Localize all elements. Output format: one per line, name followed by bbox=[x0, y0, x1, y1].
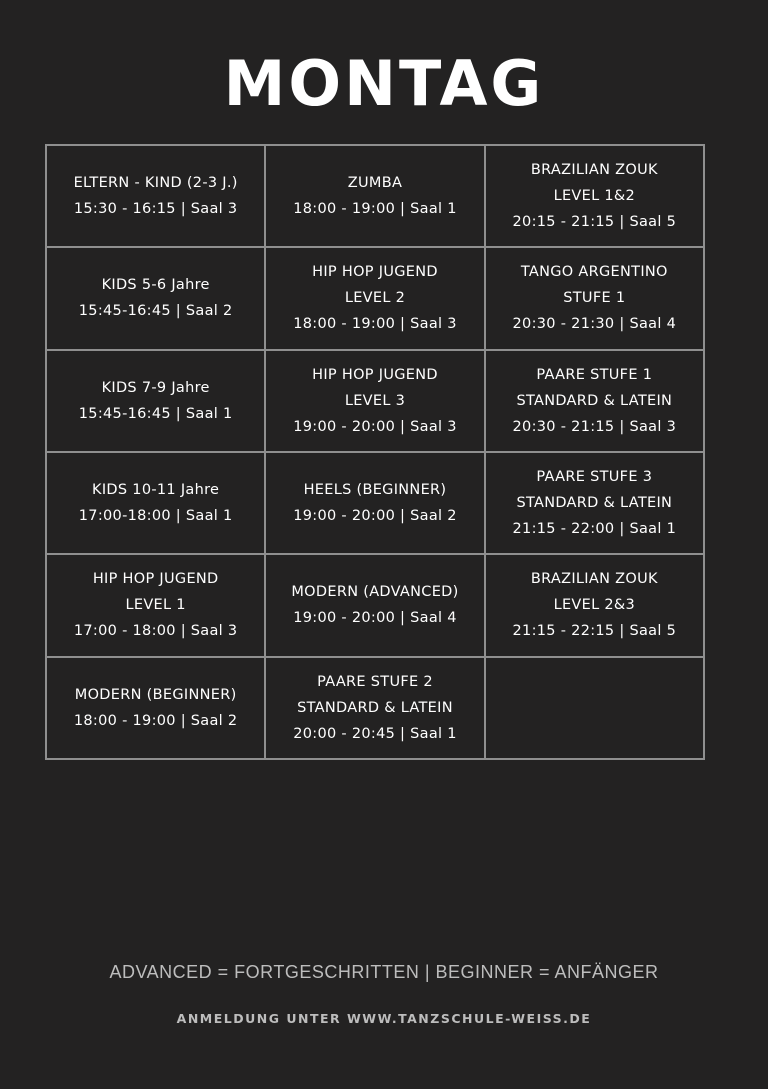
class-name: ZUMBA bbox=[347, 175, 403, 192]
class-name: PAARE STUFE 3 bbox=[536, 469, 653, 486]
schedule-cell bbox=[47, 351, 266, 453]
class-time: 20:00 - 20:45 | Saal 1 bbox=[293, 725, 457, 742]
schedule-cell bbox=[486, 555, 705, 657]
class-time: 20:15 - 21:15 | Saal 5 bbox=[512, 214, 677, 231]
class-time: 17:00 - 18:00 | Saal 3 bbox=[73, 623, 238, 640]
schedule-cell bbox=[486, 351, 705, 453]
class-name: KIDS 10-11 Jahre bbox=[92, 482, 220, 499]
class-time: 19:00 - 20:00 | Saal 4 bbox=[293, 610, 457, 627]
class-name: HIP HOP JUGEND bbox=[312, 366, 438, 383]
class-name: LEVEL 3 bbox=[344, 392, 406, 409]
schedule-table bbox=[45, 144, 705, 760]
class-time: 21:15 - 22:15 | Saal 5 bbox=[512, 623, 677, 640]
class-name: STANDARD & LATEIN bbox=[516, 495, 673, 512]
schedule-cell bbox=[47, 146, 266, 248]
class-name: PAARE STUFE 1 bbox=[536, 366, 653, 383]
class-name: BRAZILIAN ZOUK bbox=[530, 571, 658, 588]
schedule-cell bbox=[266, 555, 485, 657]
schedule-cell bbox=[47, 453, 266, 555]
class-time: 15:30 - 16:15 | Saal 3 bbox=[73, 201, 238, 218]
schedule-cell bbox=[486, 146, 705, 248]
class-name: KIDS 7-9 Jahre bbox=[101, 379, 210, 396]
schedule-cell bbox=[486, 248, 705, 350]
class-name: LEVEL 2 bbox=[344, 290, 406, 307]
schedule-cell bbox=[266, 351, 485, 453]
class-time: 20:30 - 21:15 | Saal 3 bbox=[512, 418, 677, 435]
class-name: HEELS (BEGINNER) bbox=[303, 482, 447, 499]
class-name: LEVEL 1 bbox=[125, 597, 186, 614]
legend-text: ADVANCED = FORTGESCHRITTEN | BEGINNER = ANFÄNGER bbox=[109, 962, 659, 982]
class-name: TANGO ARGENTINO bbox=[520, 264, 668, 281]
schedule-cell bbox=[47, 248, 266, 350]
class-name: ELTERN - KIND (2-3 J.) bbox=[73, 175, 238, 192]
class-time: 15:45-16:45 | Saal 1 bbox=[78, 405, 233, 422]
schedule-cell bbox=[266, 453, 485, 555]
class-name: STANDARD & LATEIN bbox=[516, 392, 673, 409]
class-name: STANDARD & LATEIN bbox=[297, 699, 453, 716]
class-name: HIP HOP JUGEND bbox=[92, 571, 219, 588]
schedule-cell bbox=[486, 453, 705, 555]
schedule-cell bbox=[266, 658, 485, 760]
schedule-cell bbox=[266, 146, 485, 248]
class-time: 18:00 - 19:00 | Saal 2 bbox=[73, 712, 238, 729]
class-time: 17:00-18:00 | Saal 1 bbox=[78, 508, 233, 525]
class-name: LEVEL 2&3 bbox=[553, 597, 636, 614]
class-time: 19:00 - 20:00 | Saal 3 bbox=[293, 418, 457, 435]
page-title: MONTAG bbox=[223, 47, 545, 120]
registration-footer: ANMELDUNG UNTER WWW.TANZSCHULE-WEISS.DE bbox=[176, 1011, 592, 1026]
class-name: STUFE 1 bbox=[563, 290, 626, 307]
class-time: 15:45-16:45 | Saal 2 bbox=[78, 303, 233, 320]
class-time: 21:15 - 22:00 | Saal 1 bbox=[512, 521, 677, 538]
class-time: 19:00 - 20:00 | Saal 2 bbox=[293, 508, 457, 525]
class-name: PAARE STUFE 2 bbox=[317, 673, 433, 690]
class-time: 18:00 - 19:00 | Saal 3 bbox=[293, 316, 457, 333]
class-name: LEVEL 1&2 bbox=[553, 188, 636, 205]
schedule-cell bbox=[266, 248, 485, 350]
schedule-cell-empty bbox=[486, 658, 705, 760]
class-name: HIP HOP JUGEND bbox=[312, 264, 438, 281]
schedule-cell bbox=[47, 658, 266, 760]
class-name: MODERN (ADVANCED) bbox=[291, 584, 459, 601]
class-name: BRAZILIAN ZOUK bbox=[530, 162, 658, 179]
class-name: KIDS 5-6 Jahre bbox=[101, 277, 210, 294]
class-time: 20:30 - 21:30 | Saal 4 bbox=[512, 316, 677, 333]
class-time: 18:00 - 19:00 | Saal 1 bbox=[293, 201, 457, 218]
schedule-cell bbox=[47, 555, 266, 657]
class-name: MODERN (BEGINNER) bbox=[74, 686, 237, 703]
